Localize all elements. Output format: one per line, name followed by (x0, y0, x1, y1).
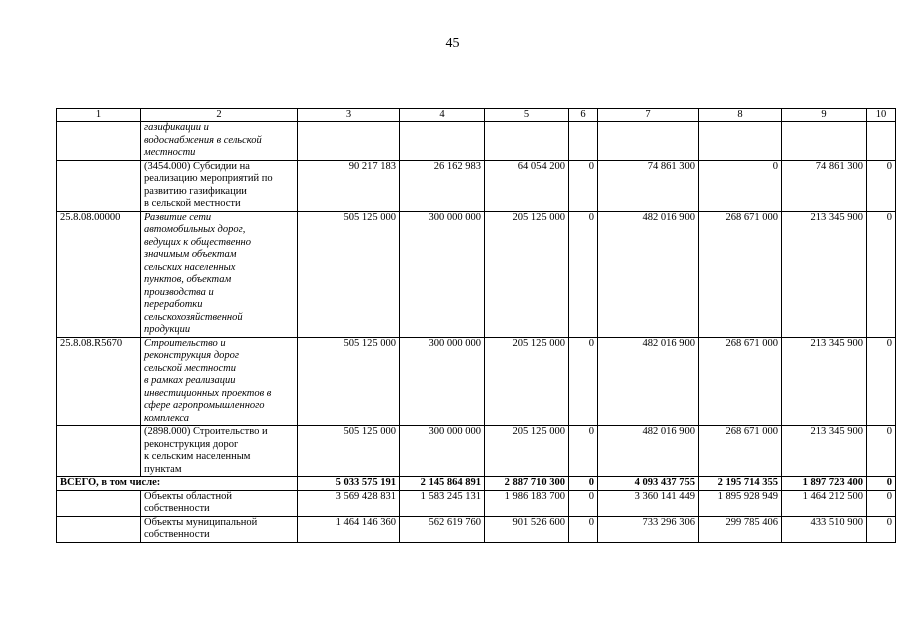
value-cell: 1 583 245 131 (400, 490, 485, 516)
value-cell: 0 (699, 160, 782, 211)
table-row (57, 211, 896, 337)
description-line: к сельским населенным (144, 451, 251, 462)
value-cell: 505 125 000 (298, 211, 400, 337)
table-row (57, 516, 896, 542)
column-header: 9 (782, 109, 867, 122)
value-cell: 268 671 000 (699, 426, 782, 477)
description-line: в сельской местности (144, 198, 241, 209)
value-cell: 505 125 000 (298, 337, 400, 426)
description-line: производства и (144, 286, 214, 298)
total-row (57, 477, 896, 491)
column-header: 4 (400, 109, 485, 122)
item-code (57, 160, 141, 211)
item-description (141, 211, 298, 337)
value-cell (867, 122, 896, 161)
value-cell (298, 122, 400, 161)
description-line: пунктам (144, 463, 182, 475)
value-cell (485, 122, 569, 161)
description-line: инвестиционных проектов в (144, 387, 272, 399)
value-cell: 3 360 141 449 (598, 490, 699, 516)
item-description (141, 122, 298, 161)
value-cell: 0 (569, 337, 598, 426)
description-line: сфере агропромышленного (144, 400, 265, 411)
description-line: местности (144, 147, 196, 158)
column-header: 3 (298, 109, 400, 122)
value-cell: 482 016 900 (598, 426, 699, 477)
description-line: Строительство и (144, 337, 226, 349)
value-cell: 268 671 000 (699, 337, 782, 426)
description-line: сельских населенных (144, 261, 236, 273)
value-cell: 562 619 760 (400, 516, 485, 542)
description-line: сельской местности (144, 362, 236, 374)
column-header: 1 (57, 109, 141, 122)
value-cell: 0 (569, 516, 598, 542)
value-cell: 64 054 200 (485, 160, 569, 211)
column-number-row (57, 109, 896, 122)
value-cell: 0 (867, 516, 896, 542)
value-cell: 2 195 714 355 (699, 477, 782, 491)
value-cell: 433 510 900 (782, 516, 867, 542)
item-code (57, 426, 141, 477)
page-number: 45 (445, 36, 460, 51)
description-line: значимым объектам (144, 249, 237, 260)
value-cell: 733 296 306 (598, 516, 699, 542)
value-cell: 300 000 000 (400, 211, 485, 337)
description-line: газификации и (144, 122, 209, 133)
value-cell (569, 122, 598, 161)
description-line: пунктов, объектам (144, 274, 232, 285)
item-code (57, 516, 141, 542)
value-cell: 0 (569, 211, 598, 337)
column-header: 8 (699, 109, 782, 122)
value-cell (598, 122, 699, 161)
item-code (57, 490, 141, 516)
value-cell: 74 861 300 (598, 160, 699, 211)
value-cell: 505 125 000 (298, 426, 400, 477)
value-cell: 213 345 900 (782, 426, 867, 477)
description-line: Объекты областной (144, 490, 232, 502)
item-description (141, 337, 298, 426)
description-line: собственности (144, 503, 210, 514)
value-cell: 4 093 437 755 (598, 477, 699, 491)
total-label: ВСЕГО, в том числе: (57, 477, 298, 491)
description-line: комплекса (144, 412, 189, 424)
value-cell: 0 (569, 490, 598, 516)
item-code: 25.8.08.00000 (57, 211, 141, 337)
description-line: водоснабжения в сельской (144, 134, 262, 146)
value-cell: 74 861 300 (782, 160, 867, 211)
value-cell: 205 125 000 (485, 426, 569, 477)
description-line: ведущих к общественно (144, 236, 252, 248)
value-cell: 299 785 406 (699, 516, 782, 542)
value-cell: 901 526 600 (485, 516, 569, 542)
value-cell: 0 (569, 477, 598, 491)
table-row (57, 122, 896, 161)
budget-table (56, 108, 896, 543)
item-description (141, 516, 298, 542)
value-cell: 205 125 000 (485, 337, 569, 426)
value-cell: 1 464 146 360 (298, 516, 400, 542)
value-cell: 0 (867, 490, 896, 516)
value-cell: 0 (569, 426, 598, 477)
value-cell: 205 125 000 (485, 211, 569, 337)
item-code: 25.8.08.R5670 (57, 337, 141, 426)
description-line: Объекты муниципальной (144, 516, 258, 528)
description-line: сельскохозяйственной (144, 311, 243, 323)
item-description (141, 490, 298, 516)
value-cell: 0 (867, 477, 896, 491)
value-cell: 300 000 000 (400, 426, 485, 477)
value-cell: 0 (569, 160, 598, 211)
description-line: собственности (144, 529, 210, 540)
value-cell: 2 887 710 300 (485, 477, 569, 491)
description-line: (2898.000) Строительство и (144, 426, 268, 437)
value-cell: 1 464 212 500 (782, 490, 867, 516)
value-cell: 5 033 575 191 (298, 477, 400, 491)
table-row (57, 490, 896, 516)
value-cell: 0 (867, 337, 896, 426)
description-line: развитию газификации (144, 185, 247, 197)
value-cell: 1 895 928 949 (699, 490, 782, 516)
description-line: Развитие сети (144, 211, 212, 223)
value-cell: 213 345 900 (782, 337, 867, 426)
item-description (141, 426, 298, 477)
item-code (57, 122, 141, 161)
description-line: реконструкция дорог (144, 438, 239, 450)
value-cell: 2 145 864 891 (400, 477, 485, 491)
column-header: 2 (141, 109, 298, 122)
description-line: реконструкция дорог (144, 350, 239, 361)
value-cell: 1 986 183 700 (485, 490, 569, 516)
table-row (57, 426, 896, 477)
description-line: переработки (144, 299, 203, 310)
value-cell: 90 217 183 (298, 160, 400, 211)
value-cell (699, 122, 782, 161)
value-cell: 26 162 983 (400, 160, 485, 211)
value-cell: 213 345 900 (782, 211, 867, 337)
description-line: в рамках реализации (144, 375, 236, 386)
description-line: автомобильных дорог, (144, 224, 246, 235)
item-description (141, 160, 298, 211)
value-cell (782, 122, 867, 161)
value-cell: 0 (867, 426, 896, 477)
column-header: 5 (485, 109, 569, 122)
value-cell: 300 000 000 (400, 337, 485, 426)
table-row (57, 337, 896, 426)
table-row (57, 160, 896, 211)
value-cell (400, 122, 485, 161)
value-cell: 0 (867, 160, 896, 211)
column-header: 7 (598, 109, 699, 122)
description-line: реализацию мероприятий по (144, 173, 273, 184)
value-cell: 1 897 723 400 (782, 477, 867, 491)
description-line: продукции (144, 324, 191, 335)
description-line: (3454.000) Субсидии на (144, 160, 250, 172)
value-cell: 0 (867, 211, 896, 337)
value-cell: 268 671 000 (699, 211, 782, 337)
value-cell: 482 016 900 (598, 337, 699, 426)
column-header: 6 (569, 109, 598, 122)
value-cell: 3 569 428 831 (298, 490, 400, 516)
value-cell: 482 016 900 (598, 211, 699, 337)
column-header: 10 (867, 109, 896, 122)
